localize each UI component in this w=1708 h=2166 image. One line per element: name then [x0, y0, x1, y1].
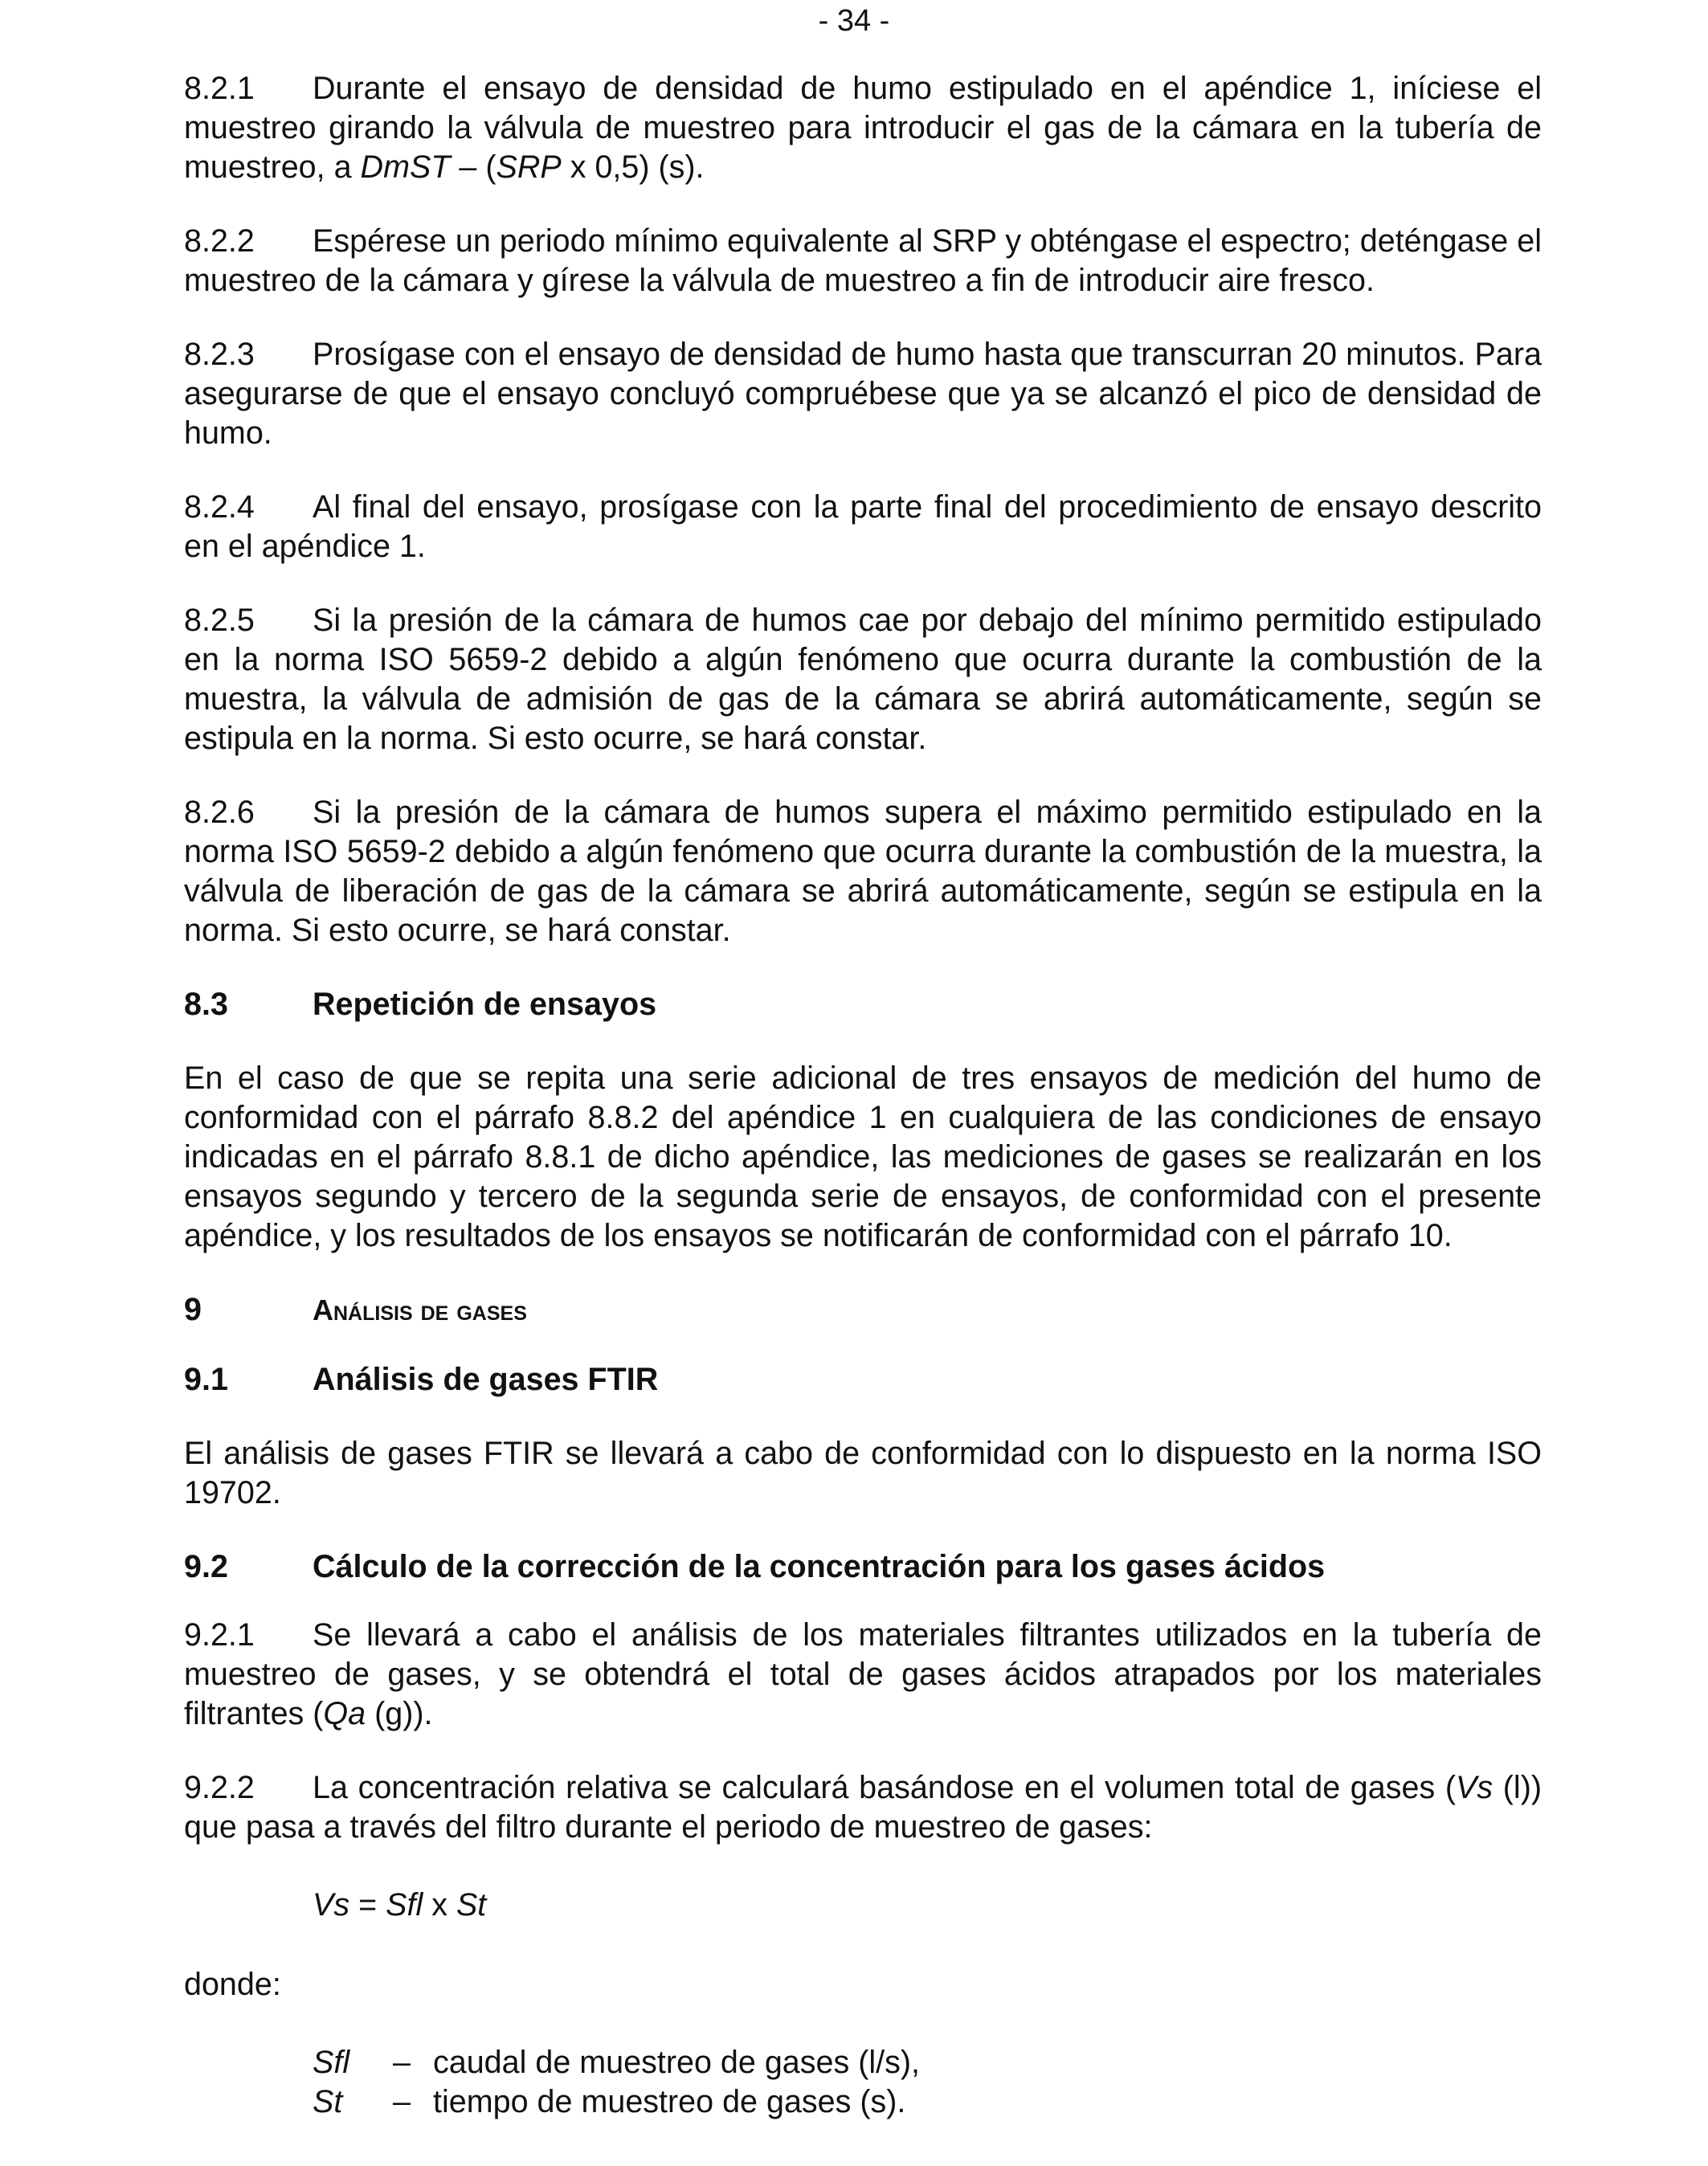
- heading-9-2: [184, 1547, 1542, 1587]
- paragraph-number: 8.2.5: [184, 603, 255, 638]
- formula-vs: [184, 1886, 1542, 1925]
- symbol-vs: Vs: [1456, 1770, 1493, 1805]
- paragraph-9-1: [184, 1434, 1542, 1513]
- paragraph-text: La concentración relativa se calculará basándose en el volumen total de gases (: [313, 1770, 1457, 1805]
- formula-times: x: [423, 1887, 456, 1923]
- paragraph-8-2-2: [184, 222, 1542, 300]
- definition-dash: –: [393, 2084, 411, 2119]
- paragraph-text: (g)).: [366, 1696, 433, 1731]
- heading-number: 9: [184, 1292, 202, 1327]
- definitions-list: [184, 2043, 1542, 2122]
- paragraph-text: Al final del ensayo, prosígase con la parte final del procedimiento de ensayo descrito en el apéndice 1.: [184, 489, 1542, 564]
- paragraph-9-2-1: [184, 1616, 1542, 1734]
- paragraph-8-3: [184, 1059, 1542, 1256]
- document-body: [184, 69, 1542, 2122]
- heading-title: Análisis de gases: [313, 1293, 527, 1326]
- symbol-dmst: DmST: [360, 149, 451, 185]
- paragraph-number: 8.2.3: [184, 337, 255, 372]
- heading-number: 8.3: [184, 987, 228, 1022]
- paragraph-text: Si la presión de la cámara de humos supera el máximo permitido estipulado en la norma ISO 5659-2 debido a algún fenómeno que ocurra durante la combustión de la muestra, la válvula de liberación de gas de la cámara se abrirá automáticamente, según se estipula en la norma. Si esto ocurre, se hará constar.: [184, 795, 1542, 948]
- symbol-qa: Qa: [323, 1696, 366, 1731]
- paragraph-text: Prosígase con el ensayo de densidad de humo hasta que transcurran 20 minutos. Para asegurarse de que el ensayo concluyó compruébese que ya se alcanzó el pico de densidad de humo.: [184, 337, 1542, 451]
- definition-item: [184, 2082, 1542, 2122]
- definition-dash: –: [393, 2045, 411, 2080]
- paragraph-number: 8.2.1: [184, 71, 255, 106]
- paragraph-text: – (: [450, 149, 496, 185]
- formula-lhs: Vs: [313, 1887, 350, 1923]
- definition-item: [184, 2043, 1542, 2082]
- paragraph-8-2-4: [184, 488, 1542, 566]
- heading-title: Análisis de gases FTIR: [313, 1362, 659, 1397]
- definition-symbol: Sfl: [313, 2045, 350, 2080]
- heading-number: 9.1: [184, 1362, 228, 1397]
- paragraph-number: 9.2.1: [184, 1617, 255, 1653]
- symbol-srp: SRP: [496, 149, 562, 185]
- heading-8-3: [184, 985, 1542, 1024]
- heading-9: [184, 1290, 1542, 1330]
- donde-label: donde:: [184, 1967, 281, 2002]
- paragraph-8-2-1: [184, 69, 1542, 187]
- definition-text: tiempo de muestreo de gases (s).: [433, 2084, 906, 2119]
- formula-equals: =: [349, 1887, 386, 1923]
- paragraph-8-2-5: [184, 601, 1542, 758]
- paragraph-number: 8.2.2: [184, 223, 255, 259]
- page-number: - 34 -: [818, 4, 890, 38]
- paragraph-9-2-2: [184, 1768, 1542, 1847]
- formula-st: St: [456, 1887, 487, 1923]
- heading-title: Cálculo de la corrección de la concentración para los gases ácidos: [313, 1549, 1326, 1584]
- paragraph-text: x 0,5) (s).: [561, 149, 705, 185]
- paragraph-text: El análisis de gases FTIR se llevará a cabo de conformidad con lo dispuesto en la norma ISO 19702.: [184, 1436, 1542, 1510]
- paragraph-text: En el caso de que se repita una serie adicional de tres ensayos de medición del humo de conformidad con el párrafo 8.8.2 del apéndice 1 en cualquiera de las condiciones de ensayo indicadas en el párrafo 8.8.1 de dicho apéndice, las mediciones de gases se realizarán en los ensayos segundo y tercero de la segunda serie de ensayos, de conformidad con el presente apéndice, y los resultados de los ensayos se notificarán de conformidad con el párrafo 10.: [184, 1061, 1542, 1253]
- definition-symbol: St: [313, 2084, 343, 2119]
- paragraph-8-2-6: [184, 793, 1542, 950]
- paragraph-text: Se llevará a cabo el análisis de los materiales filtrantes utilizados en la tubería de muestreo de gases, y se obtendrá el total de gases ácidos atrapados por los materiales filtrantes (: [184, 1617, 1542, 1731]
- paragraph-text: (l)) que pasa a través del filtro durante el periodo de muestreo de gases:: [184, 1770, 1542, 1845]
- paragraph-number: 9.2.2: [184, 1770, 255, 1805]
- paragraph-number: 8.2.6: [184, 795, 255, 830]
- heading-title: Repetición de ensayos: [313, 987, 657, 1022]
- paragraph-text: Durante el ensayo de densidad de humo estipulado en el apéndice 1, iníciese el muestreo girando la válvula de muestreo para introducir el gas de la cámara en la tubería de muestreo, a: [184, 71, 1542, 185]
- formula-sfl: Sfl: [386, 1887, 423, 1923]
- paragraph-text: Espérese un periodo mínimo equivalente al SRP y obténgase el espectro; deténgase el muestreo de la cámara y gírese la válvula de muestreo a fin de introducir aire fresco.: [184, 223, 1542, 298]
- paragraph-number: 8.2.4: [184, 489, 255, 525]
- paragraph-8-2-3: [184, 335, 1542, 453]
- definition-text: caudal de muestreo de gases (l/s),: [433, 2045, 920, 2080]
- paragraph-text: Si la presión de la cámara de humos cae por debajo del mínimo permitido estipulado en la norma ISO 5659-2 debido a algún fenómeno que ocurra durante la combustión de la muestra, la válvula de admisión de gas de la cámara se abrirá automáticamente, según se estipula en la norma. Si esto ocurre, se hará constar.: [184, 603, 1542, 756]
- heading-number: 9.2: [184, 1549, 228, 1584]
- heading-9-1: [184, 1360, 1542, 1400]
